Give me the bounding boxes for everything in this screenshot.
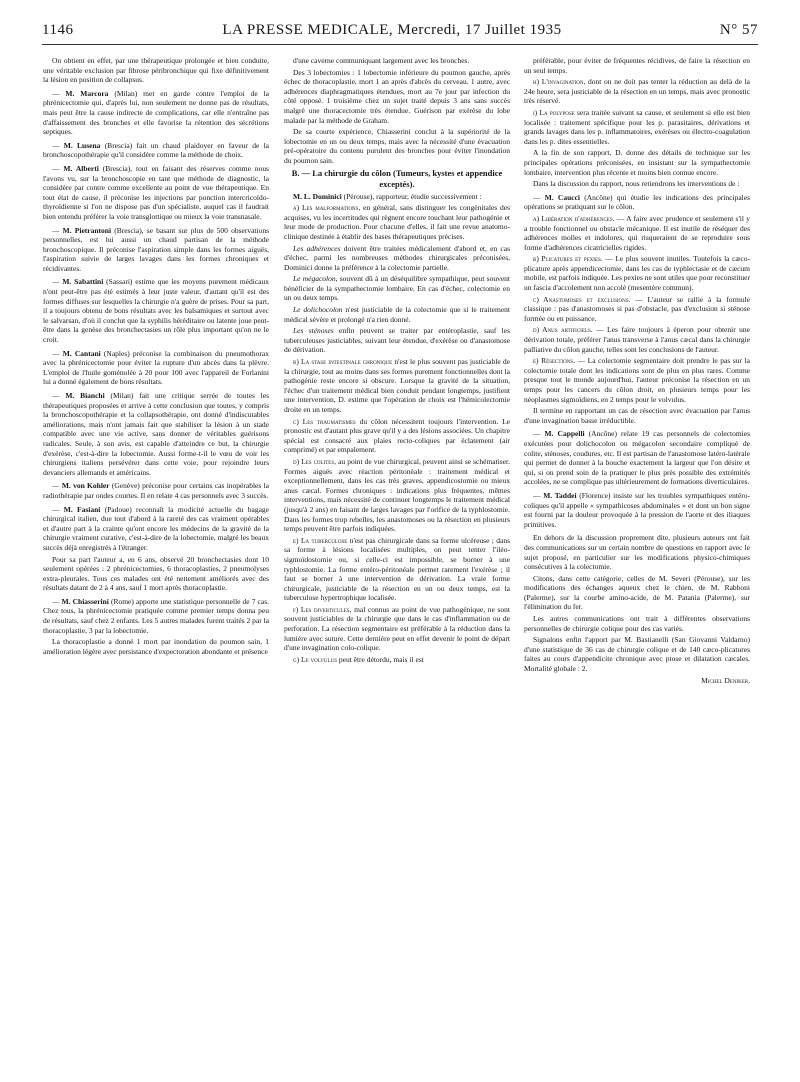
paragraph xyxy=(284,457,510,534)
paragraph xyxy=(284,244,510,273)
paragraph xyxy=(524,254,750,292)
paragraph-text: n'est le plus souvent pas justiciable de la chirurgie, tout au moins dans ses formes purement fonctionnelles dont la pathogénie reste encore si obscure. Lorsque la gravité de la situation, l'échec d'un traitement médical bien conduit pendant longtemps, justifient une intervention, D. estime que l'opération de choix est l'hémicolectomie droite en un temps. xyxy=(284,357,510,414)
paragraph-text: (Ancône) qui étudie les indications des principales opérations se pratiquant sur le côlon. xyxy=(524,192,750,212)
paragraph-lead: Les adhérences xyxy=(293,243,341,253)
paragraph-text: (Brescia), se basant sur plus de 500 observations personnelles, est lui aussi un chaud partisan de la méthode bronchoscopique. Il préconise l'aspiration simple dans les formes aiguës, l'aspiration suivie de larges lavages dans les formes chroniques et récidivantes. xyxy=(43,225,269,273)
paragraph xyxy=(284,605,510,653)
paragraph xyxy=(524,325,750,354)
column-2 xyxy=(284,56,510,1066)
paragraph: d'une caverne communiquant largement avec les bronches. xyxy=(293,56,470,65)
paragraph xyxy=(524,295,750,324)
column-1 xyxy=(43,56,269,1066)
paragraph-lead: c) Anastomoses et exclusions. xyxy=(533,294,631,304)
paragraph xyxy=(284,326,510,355)
paragraph: — M. Caucci (Ancône) qui étudie les indications des principales opérations se pratiquant sur le côlon. xyxy=(524,192,750,212)
paragraph: Les autres communications ont trait à différentes observations personnelles de chirurgie colique pour des cas variés. xyxy=(524,614,750,633)
author-name: M. L. Dominici xyxy=(293,191,342,201)
paragraph: On obtient en effet, par une thérapeutique prolongée et bien conduite, une véritable exclusion par fibrose péribronchique qui fixe définitivement la lésion en position de collapsus. xyxy=(43,56,269,85)
paragraph-text: peut être détordu, mais il est xyxy=(338,654,424,664)
page-number: 1146 xyxy=(42,22,74,38)
paragraph-lead: Les sténoses xyxy=(293,326,334,336)
signature: Michel Deniker. xyxy=(701,675,750,685)
paragraph: — M. Taddei (Florence) insiste sur les troubles sympathiques entéro-coliques qu'il appelle « sympathicoses abdominales » et dont un bon signe est fourni par la douleur provoquée à la pression de l'aorte et des iliaques primitives. xyxy=(524,490,750,529)
paragraph-lead: b) La stase intestinale chronique xyxy=(293,357,393,367)
paragraph xyxy=(524,77,750,106)
paragraph-text: souvent dû à un déséquilibre sympathique, peut souvent bénéficier de la sympathectomie lombaire. En cas d'échec, colectomie en un ou deux temps. xyxy=(284,274,510,303)
paragraph xyxy=(284,655,510,665)
paragraph-text: — L'auteur se rallie à la formule classique : pas d'anastomoses si pas d'obstacle, pas d'exclusion si sténose formée ou en puissance. xyxy=(524,294,750,323)
author-name: M. Sabattini xyxy=(62,277,104,287)
paragraph-text: sera traitée suivant sa cause, et seulement si elle est bien localisée : traitement spécifique pour les p. parasitaires, dérivations et grands lavages dans les p. inflammatoires, exérèses ou électro-coagulation dans les p. dites essentielles. xyxy=(524,107,750,146)
paragraph: En dehors de la discussion proprement dite, plusieurs auteurs ont fait des communications sur un certain nombre de questions en rapport avec le sujet proposé, en particulier sur les modifications physico-chimiques consécutives à la colectomie. xyxy=(524,533,750,572)
paragraph-text: du côlon nécessitent toujours l'intervention. Le pronostic est d'autant plus grave qu'il y a des lésions associées. Un chapitre spécial est consacré aux plaies recto-coliques par éclatement (air comprimé) et par empalement. xyxy=(284,416,510,455)
paragraph: — M. Marcora (Milan) met en garde contre l'emploi de la phrénicectomie qui, d'après lui, non seulement ne donne pas de résultats, mais peut être la cause indirecte de complications, car elle n'entraîne pas d'affaissement des bronches et elle favorise la rétention des sécrétions septiques. xyxy=(43,88,269,137)
paragraph-text: doivent être traitées médicalement d'abord et, en cas d'échec, parmi les nombreuses méthodes chirurgicales préconisées, Dominici donne la préférence à la colectomie partielle. xyxy=(284,243,510,272)
paragraph-text: — A faire avec prudence et seulement s'il y a trouble fonctionnel ou obstacle mécanique. Il est inutile de réséquer des adhérences molles et indolores, qui risqueraient de se reproduire sous forme d'adhérences cicatricielles rigides. xyxy=(524,213,750,252)
author-name: M. Bianchi xyxy=(65,391,105,400)
paragraph-text: (Ancône) relate 19 cas personnels de colectomies exécutées pour dolichocolon ou mégacolon secondaire compliqué de colite, sténoses, coudures, etc. Il est partisan de l'anastomose latéro-latérale qui permet de donner à la bouche exactement la largeur que l'on désire et qui, si on prend soin de la pratiquer le plus près possible des extrémités accolées, ne se complique pas ultérieurement de formations diverticulaires. xyxy=(524,429,750,487)
paragraph: Des 3 lobectomies : 1 lobectomie inférieure du poumon gauche, après échec de thoracoplastie, mort 1 an après d'abcès du cerveau. 1 autre, avec adhérences diaphragmatiques étendues, mort au 7e jour par infection du côté opposé. 1 troisième chez un sujet traité depuis 3 ans sans succès malgré une thoracectomie très étendue. Guérison par exérèse du lobe malade par la méthode de Graham. xyxy=(284,67,510,125)
issue-number: N° 57 xyxy=(719,22,758,38)
paragraph-text: enfin peuvent se traiter par entéroplastie, sauf les tuberculeuses justiciables, suivant leur étendue, d'exérèse ou d'anastomose de dérivation. xyxy=(284,326,510,355)
author-name: M. Lusena xyxy=(63,140,101,150)
paragraph: — M. Bianchi (Milan) fait une critique serrée de toutes les thérapeutiques proposées et arrive à cette conclusion que toutes, y compris la bronchoscopothérapie et la collapsothérapie, ont donné d'indiscutables améliorations, mais n'ont jamais fait que stabiliser la lésion à un stade compatible avec une vie active, sans donner de véritables guérisons radicales. Seule, à son avis, est capable d'atteindre ce but, la chirurgie d'exérèse, c'est-à-dire la lobectomie. Aussi forme-t-il le vœu de voir les chirurgiens italiens persévérer dans cette voie, pour rejoindre leurs devanciers allemands et américains. xyxy=(43,391,269,477)
paragraph xyxy=(284,357,510,415)
author-name: M. Cantani xyxy=(62,348,101,358)
paragraph: Il termine en rapportant un cas de résection avec évacuation par l'anus d'une invagination basse irréductible. xyxy=(524,406,750,425)
paragraph-text: n'est pas chirurgicale dans sa forme ulcéreuse ; dans sa forme à lésions localisées multiples, on peut tenter l'iléo-sigmoïdostomie ou, si celle-ci est impossible, se borner à une typhlostomie. La forme entéro-péritonéale permet rarement l'exérèse ; il faut se borner à une intervention de dérivation. La vraie forme chirurgicale, justiciable de la résection en un ou deux temps, est la tuberculose hypertrophique localisée. xyxy=(284,535,510,603)
paragraph-text: (Rome) apporte une statistique personnelle de 7 cas. Chez tous, la phrénicectomie pratiquée comme premier temps donna peu de résultats, sauf chez 2 enfants. Les 5 autres malades furent traités 2 par la thoracoplastie, 3 par la lobectomie. xyxy=(43,596,269,635)
paragraph-text: (Brescia) fait un chaud plaidoyer en faveur de la bronchoscopothérapie qu'il considère comme la méthode de choix. xyxy=(43,140,269,160)
paragraph-lead: g) Le volvulus xyxy=(293,654,337,664)
paragraph: Signalons enfin l'apport par M. Bastianelli (San Giovanni Valdarno) d'une statistique de 36 cas de chirurgie colique et de 140 cæco-plicatures faites au cours d'appendicite chronique avec ptose et dilatation cæcales. Mortalité globale : 2. xyxy=(524,635,750,674)
paragraph-lead: f) Les diverticules, xyxy=(293,604,352,614)
paragraph: Pour sa part l'auteur a, en 6 ans, observé 20 bronchectasies dont 10 seulement opérées : 2 phrénicectomies, 6 thoracoplasties, 2 pneumolyses extra-pleurales. Tous ces malades ont été nettement améliorés avec des résultats datant de 2 à 4 ans, sauf 1 mort après thoracoplastie. xyxy=(43,554,269,593)
paragraph xyxy=(524,356,750,404)
paragraph: A la fin de son rapport, D. donne des détails de technique sur les principales opérations préconisées, en insistant sur la sympathectomie lombaire, intervention plus récente et moins bien connue encore. xyxy=(524,148,750,177)
paragraph-text: (Milan) fait une critique serrée de toutes les thérapeutiques proposées et arrive à cette conclusion que toutes, y compris la bronchoscopothérapie et la collapsothérapie, ont donné d'indiscutables améliorations, mais n'ont jamais fait que stabiliser la lésion à un stade compatible avec une vie active, sans donner de véritables guérisons radicales. Seule, à son avis, est capable d'atteindre ce but, la chirurgie d'exérèse, c'est-à-dire la lobectomie. Aussi forme-t-il le vœu de voir les chirurgiens italiens persévérer dans cette voie, pour rejoindre leurs devanciers allemands et américains. xyxy=(43,391,269,477)
paragraph-text: (Sassari) estime que les moyens purement médicaux n'ont peut-être pas été estimés à leur juste valeur, d'autant qu'il est des formes diffuses sur lesquelles la chirurgie n'a guère de prises. Pour sa part, il a toujours obtenu de bons résultats avec les balsamiques et surtout avec le salvarsan, d'où il conclut que la syphilis héréditaire ou latente joue peut-être dans la genèse des bronchectasies un rôle plus important qu'on ne le croit. xyxy=(43,277,269,345)
paragraph: — M. Sabattini (Sassari) estime que les moyens purement médicaux n'ont peut-être pas été estimés à leur juste valeur, d'autant qu'il est des formes diffuses sur lesquelles la chirurgie n'a guère de prises. Pour sa part, il a toujours obtenu de bons résultats avec les balsamiques et surtout avec le salvarsan, d'où il conclut que la syphilis héréditaire ou latente joue peut-être dans la genèse des bronchectasies un rôle plus important qu'on ne le croit. xyxy=(43,277,269,345)
author-name: M. Chiasserini xyxy=(61,596,109,606)
paragraph-text: (Padoue) reconnaît la modicité actuelle du bagage chirurgical italien, due tout d'abord à la rareté des cas vraiment opérables et d'autre part à la crainte qu'ont encore les médecins de la gravité de la chirurgie vraiment curative, c'est-à-dire de la lobectomie, malgré les beaux succès déjà enregistrés à l'étranger. xyxy=(43,504,269,552)
paragraph xyxy=(284,203,510,241)
paragraph xyxy=(284,536,510,603)
paragraph-text: — Le plus souvent inutiles. Toutefois la cæco-plicature après appendicectomie, dans les cas de typhlectasie et de cæcum mobile, est parfois indiquée. Les pexies ne sont utiles que pour reconstituer un fascia d'accolement non accolé (mesentère commun). xyxy=(524,254,750,293)
paragraph-text: — La colectomie segmentaire doit prendre le pas sur la colectomie totale dont les indications sont de plus en plus rares. Comme presque tout le monde aujourd'hui, l'auteur préconise la résection en un temps pour les cancers du côlon droit, en plusieurs temps pour les néoplasmes sigmoïdiens, en 2 temps pour le volvulus. xyxy=(524,356,750,404)
paragraph: préférable, pour éviter de fréquentes récidives, de faire la résection en un seul temps. xyxy=(524,56,750,75)
author-name: M. Taddei xyxy=(543,490,577,500)
paragraph-lead: b) Plicatures et pexies. xyxy=(533,254,603,264)
paragraph xyxy=(284,417,510,455)
paragraph-lead: Le mégacolon, xyxy=(293,274,338,284)
paragraph-text: — Les faire toujours à éperon pour obtenir une dérivation totale, préférer l'anus transverse à l'anus cæcal dans la chirurgie palliative du côlon gauche, telles sont les conclusions de l'auteur. xyxy=(524,325,750,354)
paragraph: — M. Cappelli (Ancône) relate 19 cas personnels de colectomies exécutées pour dolichocolon ou mégacolon secondaire compliqué de colite, sténoses, coudures, etc. Il est partisan de l'anastomose latéro-latérale qui permet de donner à la bouche exactement la largeur que l'on désire et qui, si on prend soin de la pratiquer le plus près possible des extrémités accolées, ne se complique pas ultérieurement de formations diverticulaires. xyxy=(524,429,750,487)
paragraph-text: (Pérouse), rapporteur, étudie successivement : xyxy=(343,191,482,201)
page-header xyxy=(42,22,758,45)
author-name: M. von Kohler xyxy=(61,481,110,491)
paragraph xyxy=(524,108,750,146)
paragraph-text: (Milan) met en garde contre l'emploi de la phrénicectomie qui, d'après lui, non seulement ne donne pas de résultats, mais peut être la cause indirecte de complications, car elle n'entraîne pas d'affaissement des bronches et elle favorise la rétention des sécrétions septiques. xyxy=(43,88,269,137)
paragraph: — M. von Kohler (Genève) préconise pour certains cas inopérables la radiothérapie par ondes courtes. Il en relate 4 cas personnels avec 3 succès. xyxy=(43,481,269,500)
paragraph xyxy=(524,214,750,252)
paragraph-lead: e) La tuberculose xyxy=(293,535,348,545)
paragraph-lead: i) La polypose xyxy=(533,107,575,117)
paragraph-text: n'est justiciable de la colectomie que si le traitement médical sévère et prolongé n'a rien donné. xyxy=(284,305,510,324)
paragraph-lead: d) Les colites, xyxy=(293,456,337,466)
author-name: M. Caucci xyxy=(544,192,580,202)
paragraph: — M. Pietrantoni (Brescia), se basant sur plus de 500 observations personnelles, est lui aussi un chaud partisan de la méthode bronchoscopique. Il préconise l'aspiration simple dans les formes aiguës, l'aspiration suivie de larges lavages dans les formes chroniques et récidivantes. xyxy=(43,225,269,273)
paragraph: La thoracoplastie a donné 1 mort par inondation du poumon sain, 1 amélioration légère avec persistance d'expectoration abondante et présence xyxy=(43,637,269,656)
paragraph-lead: a) Libération d'adhérences. xyxy=(533,213,615,223)
author-name: M. Cappelli xyxy=(544,429,585,439)
paragraph xyxy=(284,305,510,324)
paragraph: — M. Chiasserini (Rome) apporte une statistique personnelle de 7 cas. Chez tous, la phrénicectomie pratiquée comme premier temps donna peu de résultats, sauf chez 2 enfants. Les 5 autres malades furent traités 2 par la thoracoplastie, 3 par la lobectomie. xyxy=(43,596,269,635)
paragraph-lead: a) Les malformations, xyxy=(293,203,361,213)
column-3 xyxy=(524,56,750,1066)
paragraph-lead: e) Résections. xyxy=(533,356,575,366)
author-name: M. Fasiani xyxy=(63,504,101,514)
section-heading: B. — La chirurgie du côlon (Tumeurs, kystes et appendice exceptés). xyxy=(291,167,503,189)
paragraph: — M. Cantani (Naples) préconise la combinaison du pneumothorax avec la phrénicectomie pour éviter la rupture d'un abcès dans la plèvre. L'emploi de l'huile goménolée à 20 pour 100 avec l'appareil de Forlanini lui a donné également de bons résultats. xyxy=(43,348,269,387)
paragraph-text: en général, sans distinguer les congénitales des acquises, vu les incertitudes qui règnent encore touchant leur pathogénie et leur mode de production. Pour chacune d'elles, il fait une revue anatomo-clinique destinée à établir des bases thérapeutiques précises. xyxy=(284,203,510,241)
paragraph xyxy=(284,274,510,303)
author-name: M. Alberti xyxy=(63,163,99,173)
paragraph-lead: d) Anus artificiels. xyxy=(533,325,593,335)
paragraph-lead: Le dolichocolon xyxy=(293,305,343,315)
author-name: M. Pietrantoni xyxy=(62,225,112,235)
paragraph: — M. Alberti (Brescia), tout en faisant des réserves comme nous l'avons vu, sur la bronchoscopie en tant que méthode de diagnostic, la considère par contre comme excellente au point de vue thérapeutique. En tout état de cause, il préconise les injections par ponction intercricoïdo-thyroïdienne si l'on ne dispose pas d'un spécialiste, auquel cas il faudrait bien entendu préférer la voie transglottique ou mieux la voie transnasale. xyxy=(43,163,269,221)
journal-title: LA PRESSE MEDICALE, Mercredi, 17 Juillet 1935 xyxy=(222,22,562,38)
paragraph-text: dont on ne doit pas tenter la réduction au delà de la 24e heure, sera justiciable de la résection en un temps, mais avec pronostic très réservé. xyxy=(524,77,750,106)
paragraph-text: (Naples) préconise la combinaison du pneumothorax avec la phrénicectomie pour éviter la rupture d'un abcès dans la plèvre. L'emploi de l'huile goménolée à 20 pour 100 avec l'appareil de Forlanini lui a donné également de bons résultats. xyxy=(43,348,269,387)
paragraph-text: (Genève) préconise pour certains cas inopérables la radiothérapie par ondes courtes. Il en relate 4 cas personnels avec 3 succès. xyxy=(43,481,269,500)
paragraph: De sa courte expérience, Chiasserini conclut à la supériorité de la lobectomie en un ou deux temps, mais avec la nécessité d'une évacuation pré-opératoire du contenu purulent des bronches pour éviter l'inondation du poumon sain. xyxy=(284,127,510,165)
author-name: M. Marcora xyxy=(65,88,109,98)
paragraph: — M. Lusena (Brescia) fait un chaud plaidoyer en faveur de la bronchoscopothérapie qu'il considère comme la méthode de choix. xyxy=(43,140,269,160)
paragraph-text: au point de vue chirurgical, peuvent ainsi se schématiser. Formes aiguës avec réaction péritonéale : traitement médical et exceptionnellement, dans les cas très graves, appendicostomie ou mieux anus cæcal. Formes chroniques : indications plus fréquentes, mêmes interventions, mais nécessité de continuer longtemps le traitement médical (jusqu'à 2 ans) en faisant de larges lavages par l'orifice de la typhlostomie. Dans les formes trop rebelles, les anastomoses ou la résection en plusieurs temps peuvent être parfois indiquées. xyxy=(284,456,510,534)
paragraph-text: (Florence) insiste sur les troubles sympathiques entéro-coliques qu'il appelle « sympathicoses abdominales » et dont un bon signe est fourni par la douleur provoquée à la pression de l'aorte et des iliaques primitives. xyxy=(524,490,750,529)
paragraph-text: (Brescia), tout en faisant des réserves comme nous l'avons vu, sur la bronchoscopie en tant que méthode de diagnostic, la considère par contre comme excellente au point de vue thérapeutique. En tout état de cause, il préconise les injections par ponction intercricoïdo-thyroïdienne si l'on ne dispose pas d'un spécialiste, auquel cas il faudrait bien entendu préférer la voie transglottique ou mieux la voie transnasale. xyxy=(43,163,269,221)
paragraph-text: mal connus au point de vue pathogénique, ne sont souvent justiciables de la chirurgie que dans le cas d'inflammation ou de perforation. La résection segmentaire est préférable à la réduction dans la lumière avec suture. Cette dernière peut en effet devenir le point de départ d'une invagination colo-colique. xyxy=(284,604,510,653)
paragraph: Citons, dans cette catégorie, celles de M. Severi (Pérouse), sur les modifications des échanges aqueux chez le chien, de M. Rabboni (Palerme), sur la courbe amino-acide, de M. Patania (Palerme), sur l'élimination du fer. xyxy=(524,573,750,612)
paragraph xyxy=(284,192,510,202)
paragraph-lead: h) L'invagination, xyxy=(533,77,586,87)
paragraph-lead: c) Les traumatismes xyxy=(293,416,356,426)
paragraph: Dans la discussion du rapport, nous retiendrons les interventions de : xyxy=(533,179,740,189)
paragraph: — M. Fasiani (Padoue) reconnaît la modicité actuelle du bagage chirurgical italien, due tout d'abord à la rareté des cas vraiment opérables et d'autre part à la crainte qu'ont encore les médecins de la gravité de la chirurgie vraiment curative, c'est-à-dire de la lobectomie, malgré les beaux succès déjà enregistrés à l'étranger. xyxy=(43,504,269,552)
